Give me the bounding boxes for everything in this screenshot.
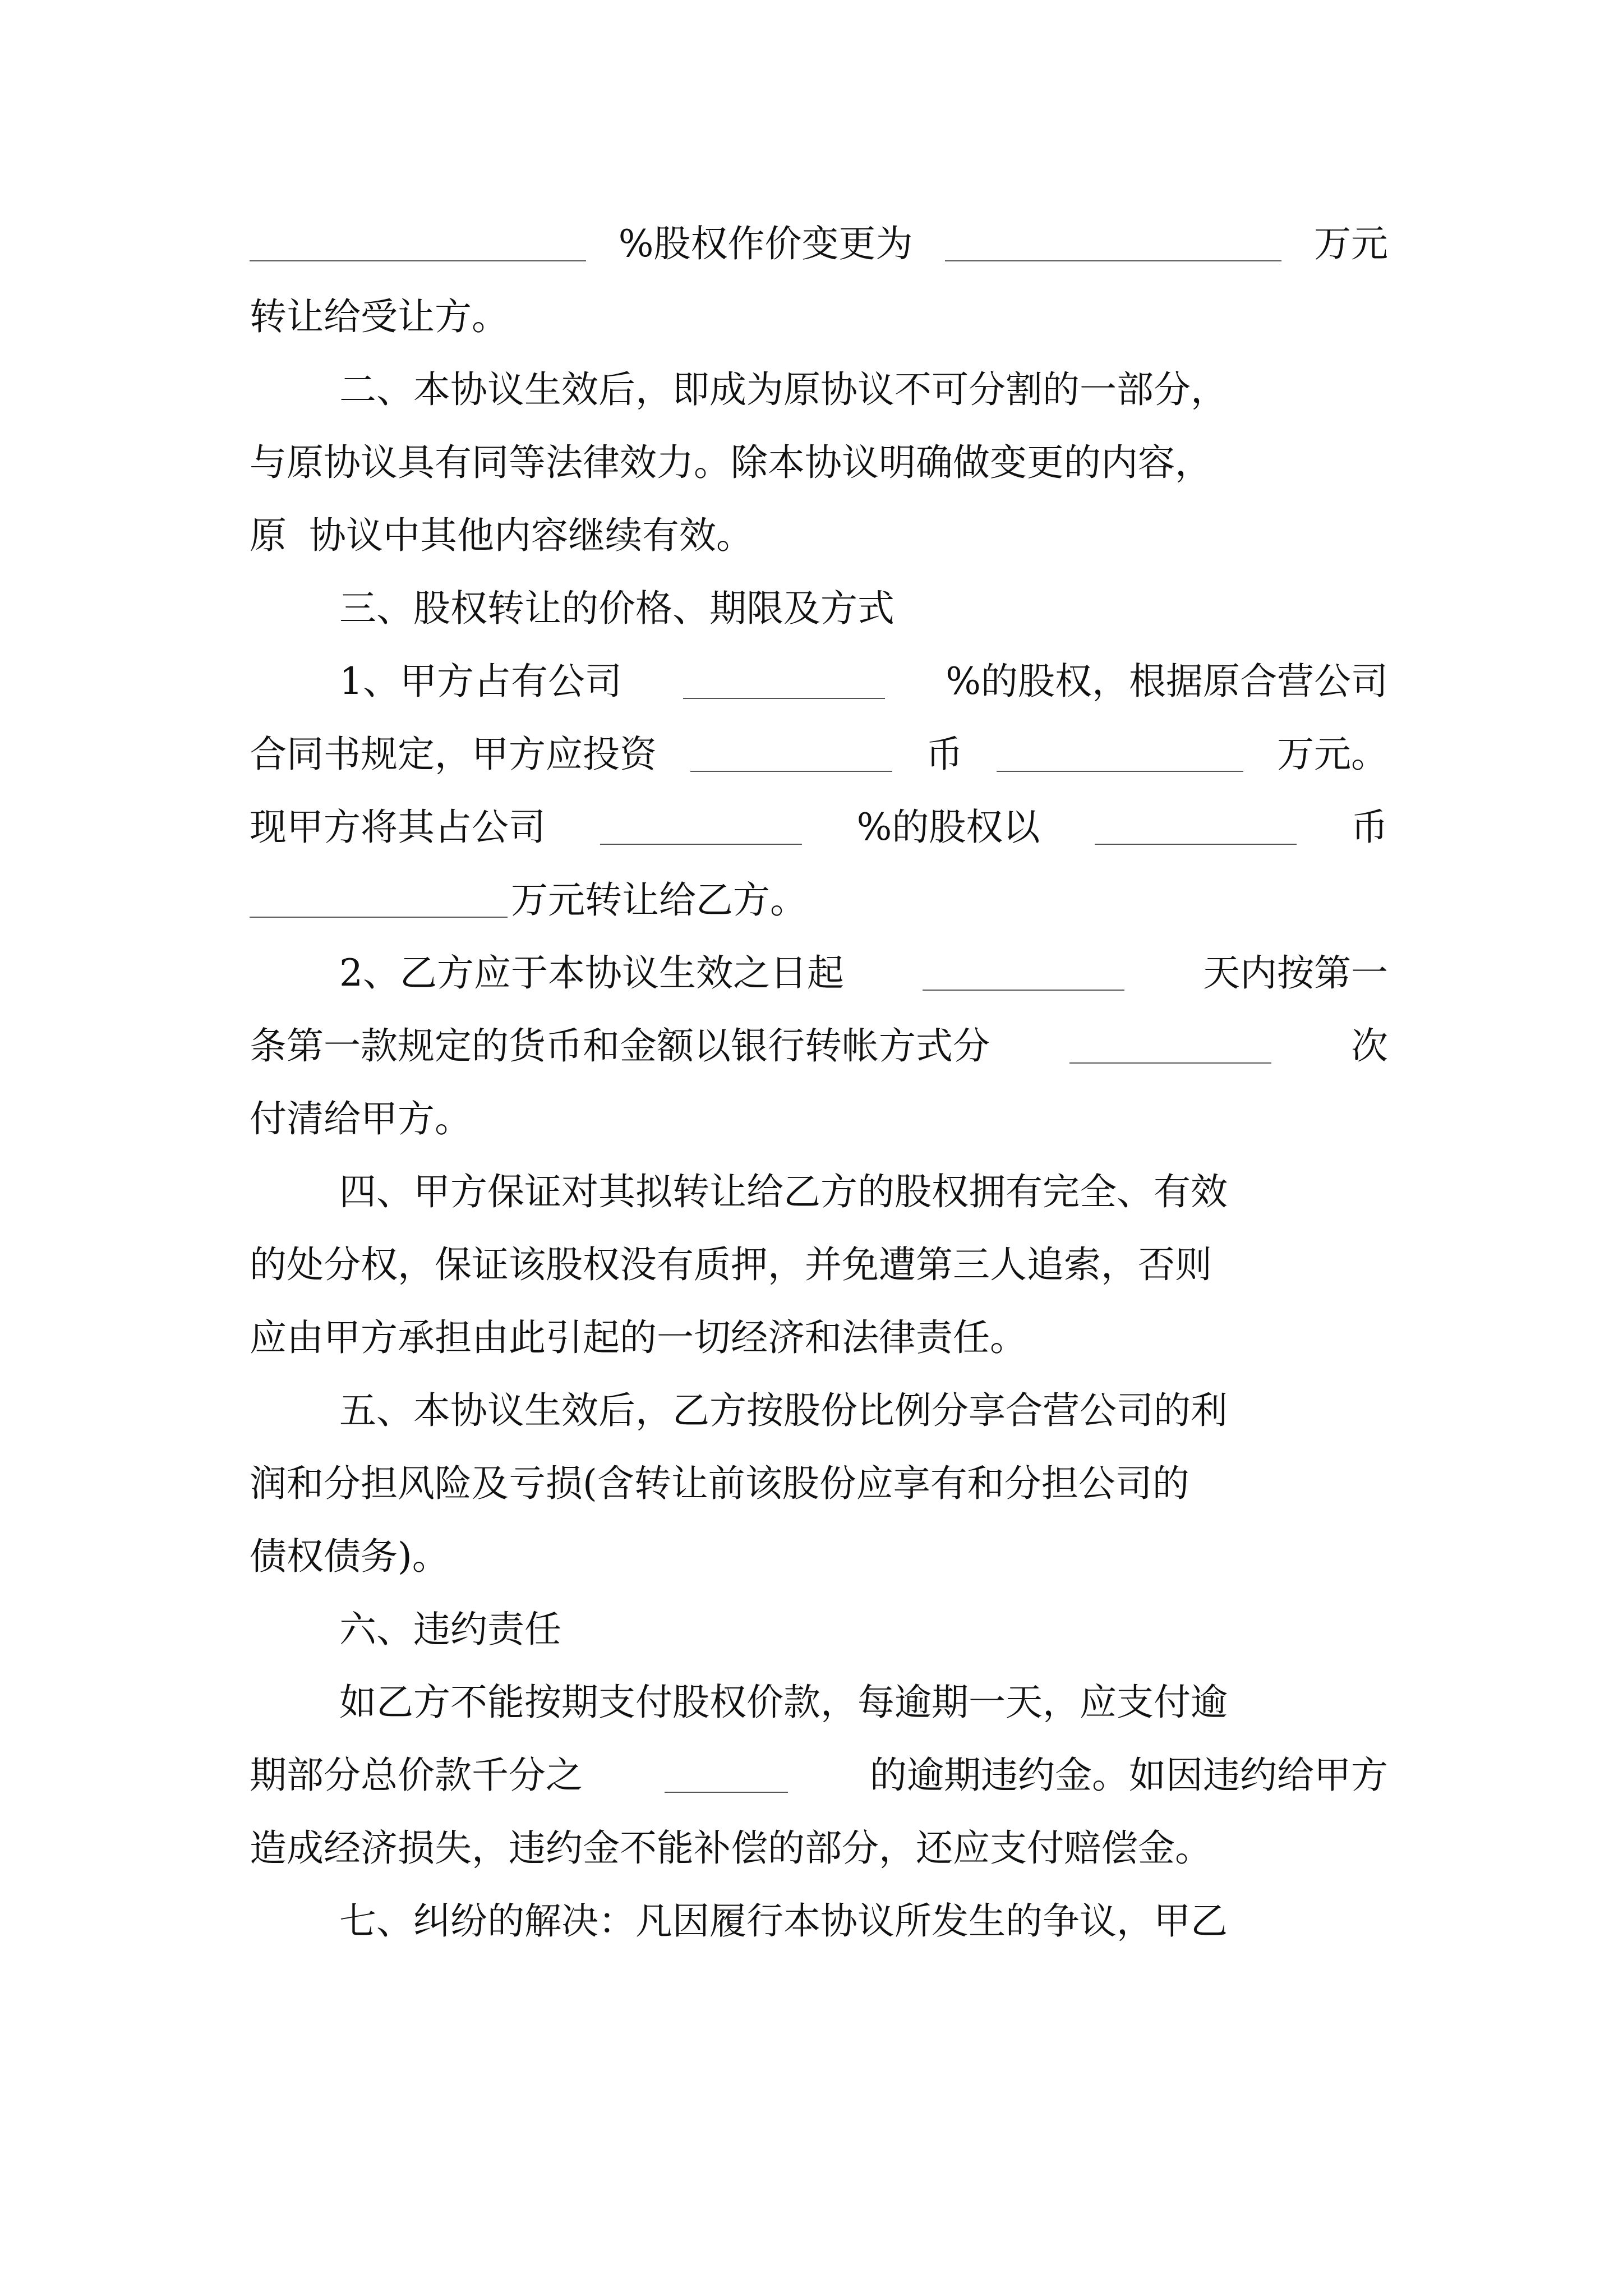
text-line	[250, 1745, 1388, 1806]
text-line	[250, 432, 1388, 494]
fill-blank	[1095, 810, 1297, 845]
text-line	[250, 797, 1388, 858]
text-fragment: 币	[1350, 806, 1388, 849]
text-fragment: 条第一款规定的货币和金额以银行转帐方式分	[250, 1024, 990, 1068]
text-fragment: 如乙方不能按期支付股权价款，每逾期一天，应支付逾	[339, 1681, 1228, 1724]
text-fragment: 四、甲方保证对其拟转让给乙方的股权拥有完全、有效	[339, 1170, 1228, 1213]
paragraph-start	[339, 1380, 1388, 1442]
text-fragment: 合同书规定，甲方应投资	[250, 733, 657, 776]
text-fragment: 应由甲方承担由此引起的一切经济和法律责任。	[250, 1316, 1027, 1359]
text-fragment: %的股权，根据原合营公司	[946, 660, 1388, 703]
text-fragment: %股权作价变更为	[618, 222, 913, 265]
text-fragment: 次	[1351, 1024, 1388, 1068]
text-fragment: 万元转让给乙方。	[511, 878, 807, 922]
paragraph-start	[339, 1890, 1388, 1952]
text-line	[250, 1307, 1388, 1369]
fill-blank	[250, 227, 586, 261]
text-line	[250, 1818, 1388, 1879]
section-heading	[339, 578, 1388, 639]
section-heading	[339, 1599, 1388, 1660]
paragraph-start	[339, 942, 1388, 1004]
text-fragment: 原	[250, 514, 287, 557]
text-line	[250, 1234, 1388, 1296]
text-line	[250, 286, 1388, 348]
paragraph-start	[339, 1672, 1388, 1733]
text-fragment: 万元。	[1277, 733, 1388, 776]
text-fragment: 天内按第一	[1203, 951, 1388, 995]
text-fragment: 万元	[1313, 222, 1388, 265]
fill-blank	[690, 737, 892, 772]
fill-blank	[600, 810, 802, 845]
text-fragment: 债权债务)。	[250, 1535, 449, 1578]
text-line	[250, 1088, 1388, 1150]
text-fragment: 付清给甲方。	[250, 1097, 472, 1140]
text-fragment: 润和分担风险及亏损(含转让前该股份应享有和分担公司的	[250, 1462, 1189, 1505]
text-fragment: 七、纠纷的解决：凡因履行本协议所发生的争议，甲乙	[339, 1899, 1228, 1943]
text-fragment: 五、本协议生效后，乙方按股份比例分享合营公司的利	[339, 1389, 1228, 1432]
text-fragment: 1、甲方占有公司	[339, 660, 622, 703]
fill-blank	[945, 227, 1281, 261]
fill-blank	[923, 956, 1124, 991]
paragraph-start	[339, 1161, 1388, 1223]
text-fragment: 协议中其他内容继续有效。	[309, 514, 753, 557]
text-fragment: 2、乙方应于本协议生效之日起	[339, 951, 844, 995]
text-fragment: 期部分总价款千分之	[250, 1754, 583, 1797]
text-fragment: 二、本协议生效后，即成为原协议不可分割的一部分，	[339, 368, 1228, 411]
text-fragment: 现甲方将其占公司	[250, 806, 546, 849]
paragraph-start	[339, 359, 1388, 421]
text-line	[250, 213, 1388, 275]
fill-blank	[683, 664, 885, 699]
text-fragment: 六、违约责任	[339, 1608, 561, 1651]
text-line	[250, 1453, 1388, 1515]
fill-blank	[665, 1758, 788, 1793]
text-fragment: 币	[926, 733, 963, 776]
text-line	[250, 1015, 1388, 1077]
text-line	[250, 505, 1388, 567]
text-fragment: 转让给受让方。	[250, 295, 509, 338]
text-fragment: 的处分权，保证该股权没有质押，并免遭第三人追索，否则	[250, 1243, 1212, 1286]
text-fragment: 与原协议具有同等法律效力。除本协议明确做变更的内容，	[250, 441, 1212, 484]
text-fragment: %的股权以	[856, 806, 1040, 849]
text-fragment: 三、股权转让的价格、期限及方式	[339, 587, 895, 630]
text-line	[250, 869, 1388, 931]
fill-blank	[1069, 1029, 1271, 1064]
text-fragment: 的逾期违约金。如因违约给甲方	[870, 1754, 1388, 1797]
paragraph-start	[339, 651, 1388, 712]
fill-blank	[250, 883, 508, 918]
text-line	[250, 724, 1388, 785]
text-fragment: 造成经济损失，违约金不能补偿的部分，还应支付赔偿金。	[250, 1826, 1212, 1870]
fill-blank	[997, 737, 1243, 772]
text-line	[250, 1526, 1388, 1588]
